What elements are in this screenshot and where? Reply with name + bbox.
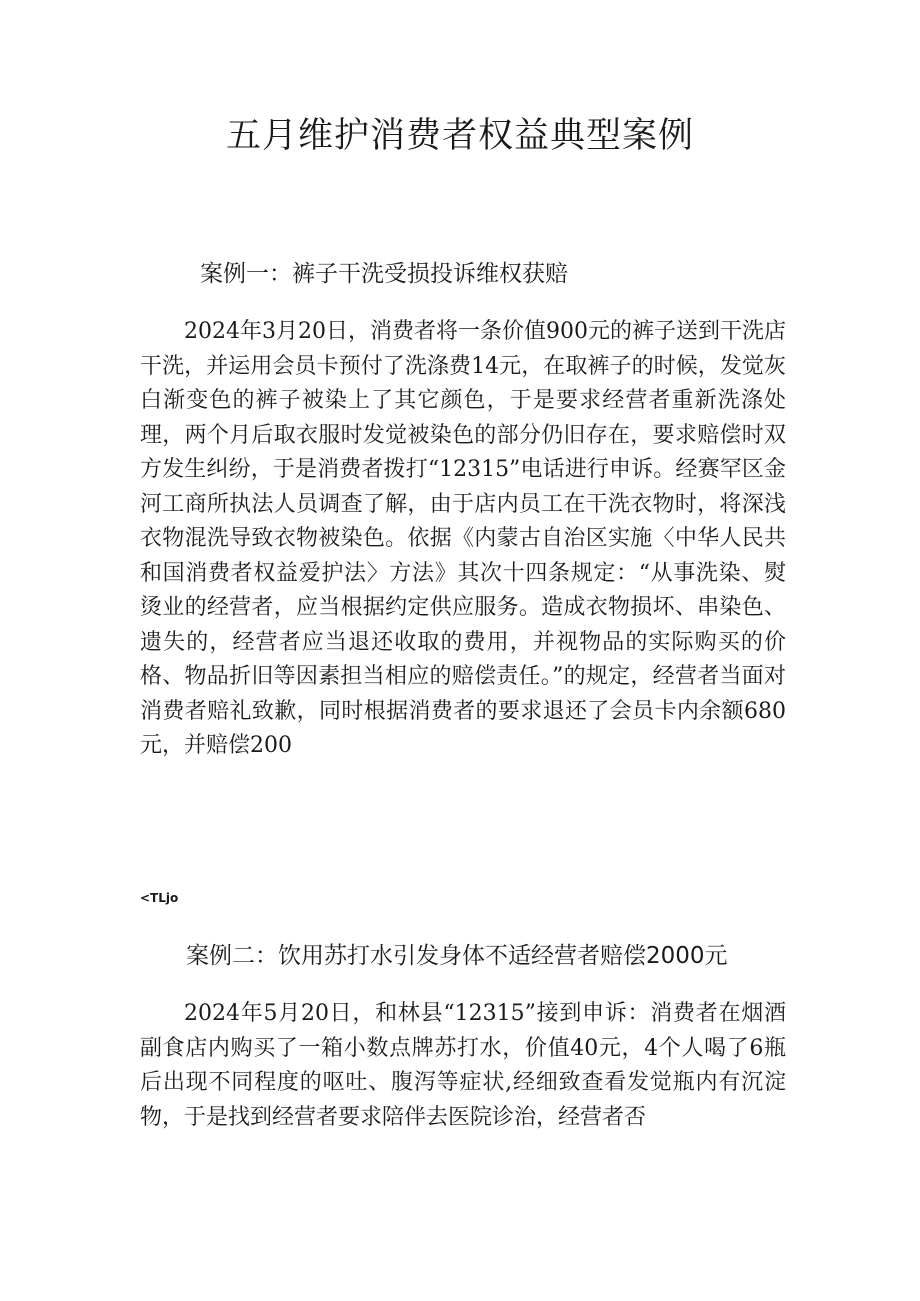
case-one-body: 2024年3月20日，消费者将一条价值900元的裤子送到干洗店干洗，并运用会员卡预付了洗涤费14元，在取裤子的时候，发觉灰白渐变色的裤子被染上了其它颜色，于是要求经营者重新洗涤处理，两个月后取衣服时发觉被染色的部分仍旧存在，要求赔偿时双方发生纠纷，于是消费者拨打“12315”电话进行申诉。经赛罕区金河工商所执法人员调查了解，由于店内员工在干洗衣物时，将深浅衣物混洗导致衣物被染色。依据《内蒙古自治区实施〈中华人民共和国消费者权益爱护法〉方法》其次十四条规定：“从事洗染、熨烫业的经营者，应当根据约定供应服务。造成衣物损坏、串染色、遗失的，经营者应当退还收取的费用，并视物品的实际购买的价格、物品折旧等因素担当相应的赔偿责任。”的规定，经营者当面对消费者赔礼致歉，同时根据消费者的要求退还了会员卡内余额680元，并赔偿200 — [140, 319, 786, 758]
document-title: 五月维护消费者权益典型案例 — [225, 116, 694, 156]
case-two-body: 2024年5月20日，和林县“12315”接到申诉：消费者在烟酒副食店内购买了一箱小数点牌苏打水，价值40元，4个人喝了6瓶后出现不同程度的呕吐、腹泻等症状,经细致查看发觉瓶内有沉淀物，于是找到经营者要求陪伴去医院诊治，经营者否 — [140, 1001, 786, 1130]
case-one-heading: 案例一：裤子干洗受损投诉维权获赔 — [200, 261, 568, 287]
case-two-heading: 案例二：饮用苏打水引发身体不适经营者赔偿2000元 — [186, 943, 728, 969]
stray-text-fragment: <TLjo — [140, 891, 179, 905]
